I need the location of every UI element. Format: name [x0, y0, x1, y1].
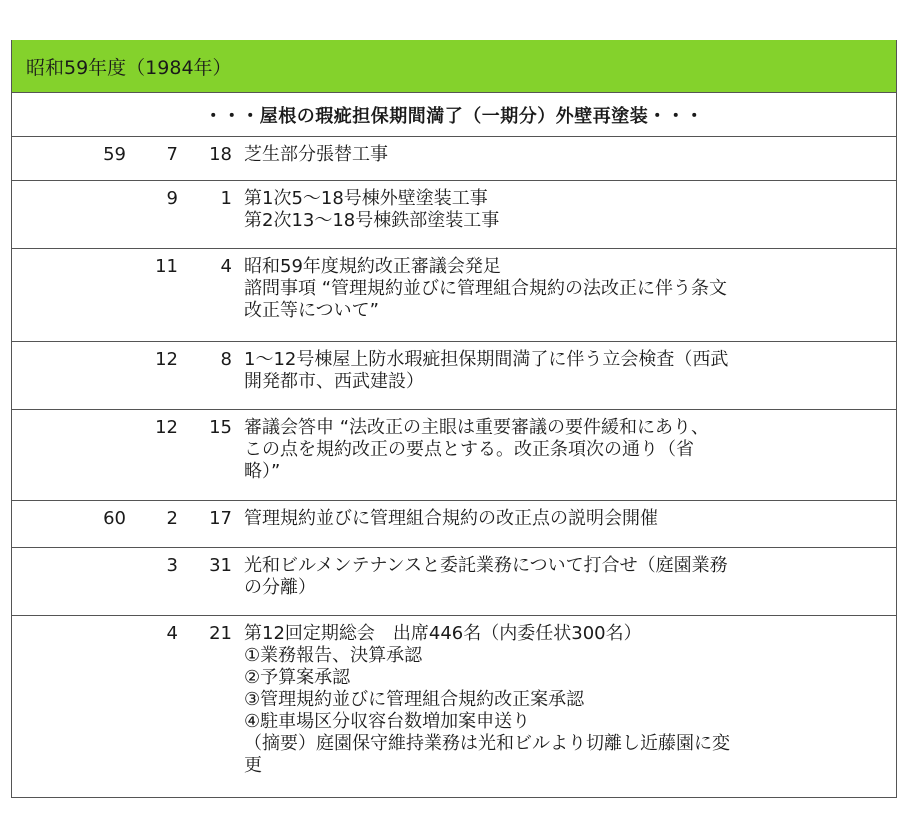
description-line: ①業務報告、決算承認 [244, 645, 423, 666]
event-description [244, 417, 882, 483]
day-cell: 15 [209, 417, 232, 438]
month-cell: 9 [166, 188, 178, 209]
table-row [12, 410, 896, 501]
month-cell: 7 [166, 144, 178, 165]
description-line: ④駐車場区分収容台数増加案申送り [244, 711, 531, 732]
description-line: 更 [244, 755, 262, 776]
description-line: の分離） [244, 577, 316, 598]
day-cell: 1 [220, 188, 232, 209]
description-line: 諮問事項 “管理規約並びに管理組合規約の法改正に伴う条文 [244, 278, 728, 299]
description-line: 開発都市、西武建設） [244, 371, 424, 392]
event-description [244, 188, 882, 232]
event-description [244, 256, 882, 322]
event-description [244, 623, 882, 777]
table-row [12, 342, 896, 410]
table-row [12, 501, 896, 548]
month-cell: 4 [166, 623, 178, 644]
month-cell: 11 [155, 256, 178, 277]
day-cell: 21 [209, 623, 232, 644]
history-table [11, 40, 897, 798]
description-line: （摘要）庭園保守維持業務は光和ビルより切離し近藤園に変 [244, 733, 730, 754]
day-cell: 17 [209, 508, 232, 529]
description-line: 第1次5～18号棟外壁塗装工事 [244, 188, 488, 209]
day-cell: 18 [209, 144, 232, 165]
fiscal-year-header [12, 40, 896, 93]
section-banner-text: ・・・屋根の瑕疵担保期間満了（一期分）外壁再塗装・・・ [204, 105, 704, 127]
table-row [12, 616, 896, 798]
year-cell: 59 [103, 144, 126, 165]
description-line: 略）” [244, 461, 281, 482]
description-line: 第12回定期総会 出席446名（内委任状300名） [244, 623, 642, 644]
year-cell: 60 [103, 508, 126, 529]
table-row [12, 137, 896, 181]
description-line: 昭和59年度規約改正審議会発足 [244, 256, 501, 277]
description-line: ③管理規約並びに管理組合規約改正案承認 [244, 689, 585, 710]
month-cell: 12 [155, 349, 178, 370]
description-line: ②予算案承認 [244, 667, 351, 688]
description-line: 芝生部分張替工事 [244, 144, 388, 165]
day-cell: 31 [209, 555, 232, 576]
event-description [244, 349, 882, 393]
description-line: この点を規約改正の要点とする。改正条項次の通り（省 [244, 439, 694, 460]
table-row [12, 181, 896, 249]
fiscal-year-title: 昭和59年度（1984年） [26, 56, 232, 79]
description-line: 管理規約並びに管理組合規約の改正点の説明会開催 [244, 508, 658, 529]
description-line: 1～12号棟屋上防水瑕疵担保期間満了に伴う立会検査（西武 [244, 349, 729, 370]
day-cell: 8 [220, 349, 232, 370]
description-line: 審議会答申 “法改正の主眼は重要審議の要件緩和にあり、 [244, 417, 710, 438]
day-cell: 4 [220, 256, 232, 277]
event-description [244, 508, 882, 530]
month-cell: 12 [155, 417, 178, 438]
table-row [12, 249, 896, 342]
description-line: 改正等について” [244, 300, 379, 321]
event-description [244, 144, 882, 166]
description-line: 光和ビルメンテナンスと委託業務について打合せ（庭園業務 [244, 555, 728, 576]
month-cell: 3 [166, 555, 178, 576]
table-row [12, 548, 896, 616]
description-line: 第2次13～18号棟鉄部塗装工事 [244, 210, 500, 231]
event-description [244, 555, 882, 599]
month-cell: 2 [166, 508, 178, 529]
section-banner [12, 93, 896, 137]
